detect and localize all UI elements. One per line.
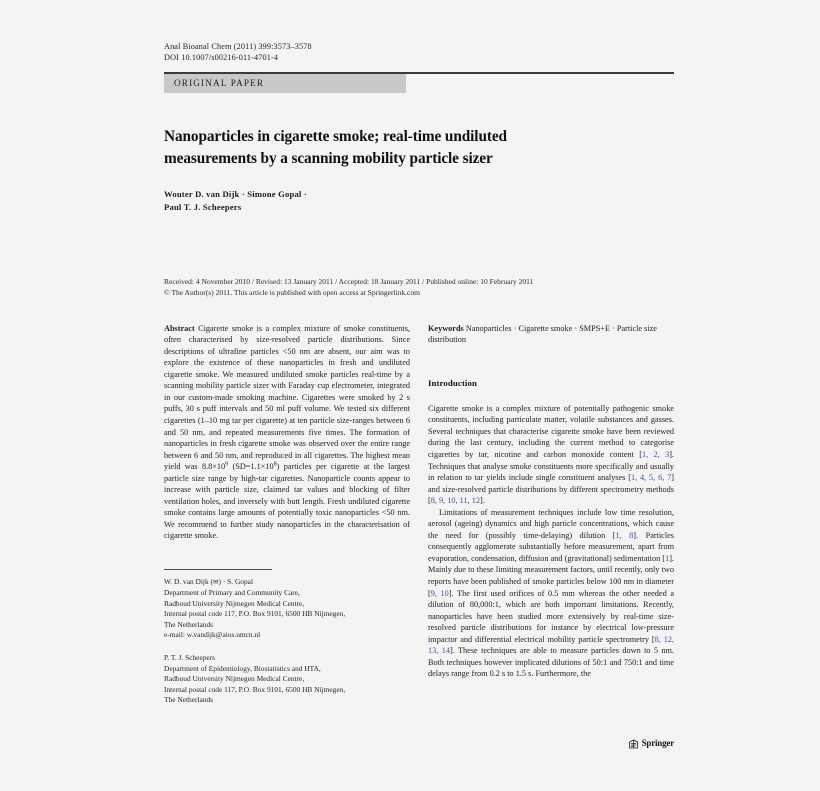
title-line-1: Nanoparticles in cigarette smoke; real-time undiluted [164,128,507,146]
citation-link-3[interactable]: 8, 9, 10, 11, 12 [430,496,480,506]
abstract-exponent-1: 9 [225,461,229,468]
affiliation-country: The Netherlands [164,619,214,629]
affiliation-second-name: P. T. J. Scheepers [164,653,216,663]
citation-link-6[interactable]: 9, 10 [430,588,449,598]
two-column-body [164,323,674,706]
section-spacer [428,389,674,403]
paper-type-band: ORIGINAL PAPER [164,74,406,93]
springer-logo-icon [628,737,639,748]
affiliation-names-after: ) · S. Gopal [218,576,254,586]
affiliation-second-author [164,653,410,705]
page-title [164,126,674,170]
intro-p1-text-d: ]. [479,496,485,506]
keywords-spacer [428,346,674,377]
abstract-paragraph [164,323,410,542]
copyright-line: © The Author(s) 2011. This article is published with open access at Springerlink.com [164,288,420,297]
affiliation-first-author [164,577,410,640]
affiliation-address: Internal postal code 117, P.O. Box 9101, 6500 HB Nijmegen, [164,609,346,619]
keywords-block [428,323,674,346]
affiliation-department: Department of Primary and Community Care, [164,588,300,598]
paper-page [164,0,674,791]
affiliation-corresponding-line [164,577,410,588]
citation-link-2[interactable]: 1, 4, 5, 6, 7 [630,473,672,483]
intro-p1-text-c: ] and size-resolved particle distributions by different spectrometry methods [ [428,473,675,506]
keywords-text: Nanoparticles · Cigarette smoke · SMPS+E · Particle size distribution [428,323,657,345]
intro-p2-text-e: ]. These techniques are able to measure particles down to 5 nm. Both techniques however implicated dilutions of 50:1 and 750:1 and time delays range from 0.2 s to 1.5 s. Furthermore, the [428,646,674,679]
affiliation-institute: Radboud University Nijmegen Medical Centre, [164,598,305,608]
affiliation-second-address: Internal postal code 117, P.O. Box 9101, 6500 HB Nijmegen, [164,684,346,694]
abstract-exponent-2: 8 [273,461,277,468]
introduction-paragraph-2 [428,507,674,680]
citation-link-7[interactable]: 8, 12, 13, 14 [428,634,675,656]
publication-dates: Received: 4 November 2010 / Revised: 13 January 2011 / Accepted: 18 January 2011 / Published online: 10 February 2011 [164,277,534,287]
springer-footer [628,737,674,748]
citation-link-5[interactable]: 1 [665,553,670,563]
journal-citation: Anal Bioanal Chem (2011) 399:3573–3578 [164,42,312,51]
affiliation-rule [164,569,272,570]
introduction-paragraph-1 [428,403,674,507]
left-column [164,323,410,706]
title-line-2: measurements by a scanning mobility particle sizer [164,150,493,168]
author-line-1: Wouter D. van Dijk · Simone Gopal · [164,189,307,200]
affiliation-names-before: W. D. van Dijk ( [164,576,213,586]
section-heading-introduction: Introduction [428,377,477,388]
doi-line: DOI 10.1007/s00216-011-4701-4 [164,53,279,63]
journal-reference-block [164,0,674,63]
intro-p2-text-a: Limitations of measurement techniques include low time resolution, aerosol (ageing) dynamics and high particle concentrations, which cause the need for (possibly time-delaying) dilution [ [428,507,674,540]
affiliation-second-country: The Netherlands [164,695,214,705]
author-list [164,188,674,213]
keywords-label: Keywords [428,323,464,333]
affiliation-footnote [164,569,410,705]
intro-p1-text-a: Cigarette smoke is a complex mixture of potentially pathogenic smoke constituents, including particulate matter, volatile substances and gasses. Several techniques that characterise cigarette smoke have been reviewed during the last century, including the current method to categorise cigarettes by tar, nicotine and carbon monoxide content [ [428,403,674,459]
intro-p2-text-c: ]. Mainly due to these limiting measurement factors, until recently, only two reports have been published of smoke particles below 100 nm in diameter [ [428,553,674,598]
citation-link-4[interactable]: 1, 8 [615,530,634,540]
affiliation-second-department: Department of Epidemiology, Biostatistics and HTA, [164,663,321,673]
citation-link-1[interactable]: 1, 2, 3 [642,449,670,459]
abstract-label: Abstract [164,323,195,333]
envelope-icon: ✉ [213,578,219,586]
affiliation-second-institute: Radboud University Nijmegen Medical Centre, [164,674,305,684]
intro-p1-text-b: ]. Techniques that analyse smoke constituents more specifically and usually in relation to tar yields include single constituent analyses [ [428,449,674,483]
abstract-text-2: (SD=1.1×10 [228,462,274,472]
intro-p2-text-d: ]. The first used orifices of 0.5 mm whereas the other needed a dilution of 80,000:1, which are both important limitations. Recently, nanoparticles have been studied more extensively by real-time size-resolved particle distributions for instance by electrical low-pressure impactor and differential electrical mobility particle spectrometry [ [428,588,675,644]
publication-dates-block [164,277,674,298]
author-line-2: Paul T. J. Scheepers [164,201,242,212]
right-column [428,323,674,706]
intro-p2-text-b: ]. Particles consequently agglomerate substantially before measurement, apart from evaporation, condensation, diffusion and (gravitational) sedimentation [ [428,530,675,563]
abstract-text-3: ) particles per cigarette at the largest particle size range by high-tar cigarettes. Nanoparticle counts appear to increase with particle size, claimed tar values and blocking of filter ventilation holes, and inversely with butt length. Fresh undiluted cigarette smoke contains large amounts of potentially toxic nanoparticles <50 nm. We recommend to further study nanoparticles in the characterisation of cigarette smoke. [164,462,411,541]
affiliation-email[interactable]: e-mail: w.vandijk@aios.umcn.nl [164,630,261,640]
abstract-text-1: Cigarette smoke is a complex mixture of smoke constituents, often characterised by size-resolved particle distributions. Since descriptions of ultrafine particles <50 nm are absent, our aim was to explore the existence of these nanoparticles in fresh and undiluted cigarette smoke. We measured undiluted smoke particles real-time by a scanning mobility particle sizer with Faraday cup electrometer, integrated in our custom-made smoking machine. Cigarettes were smoked by 2 s puffs, 30 s puff intervals and 50 ml puff volume. We tested six different cigarettes (1–10 mg tar per cigarette) at ten particle size-ranges between 6 and 50 nm, and repeated measurements five times. The formation of nanoparticles in fresh cigarette smoke was observed over the entire range between 6 and 50 nm, and reproduced in all cigarettes. The highest mean yield was 8.8×10 [164,323,410,472]
springer-wordmark: Springer [641,737,674,748]
